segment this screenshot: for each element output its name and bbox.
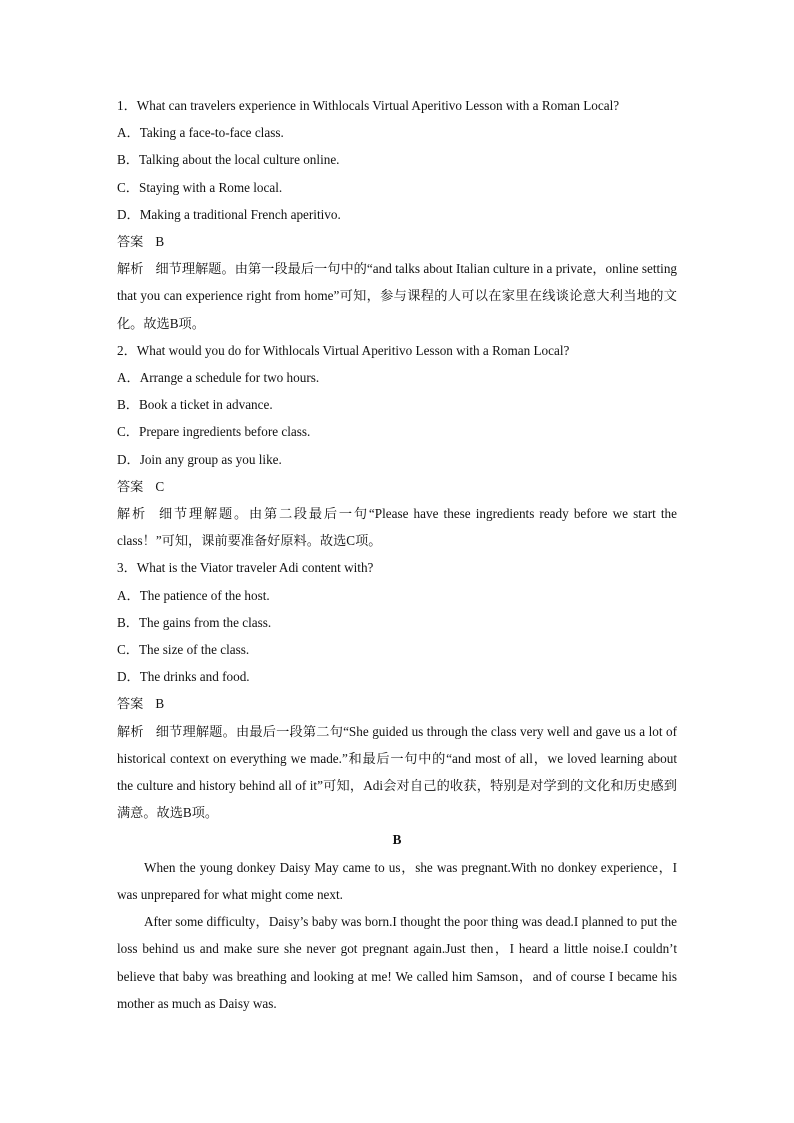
- analysis-line: [117, 500, 677, 554]
- analysis-label: 解析: [117, 506, 147, 522]
- passage-paragraph: After some difficulty，Daisy’s baby was born.I thought the poor thing was dead.I planned to put the loss behind us and make sure she never got pregnant again.Just then，I heard a little noise.I couldn’t believe that baby was breathing and looking at me! We called him Samson，and of course I became his mother as much as Daisy was.: [117, 914, 677, 1011]
- analysis-text: 细节理解题。由第一段最后一句中的“and talks about Italian culture in a private，online setting that you can experience right from home”可知，参与课程的人可以在家里在线谈论意大利当地的文化。故选B项。: [117, 261, 678, 331]
- document-content: [117, 92, 677, 1017]
- answer-value: B: [155, 696, 165, 712]
- analysis-text: 细节理解题。由第二段最后一句“Please have these ingredients ready before we start the class！”可知，课前要准备好原料。故选C项。: [117, 506, 678, 549]
- question-stem: 3．What is the Viator traveler Adi content with?: [117, 560, 374, 576]
- analysis-line: [117, 718, 677, 827]
- option: C．Staying with a Rome local.: [117, 179, 283, 195]
- question-stem: 2．What would you do for Withlocals Virtual Aperitivo Lesson with a Roman Local?: [117, 342, 570, 358]
- answer-line: [117, 690, 677, 717]
- option: A．The patience of the host.: [117, 587, 270, 603]
- analysis-line: [117, 255, 677, 337]
- option: B．Book a ticket in advance.: [117, 397, 273, 413]
- answer-value: C: [155, 478, 165, 494]
- answer-label: 答案: [117, 478, 144, 494]
- answer-line: [117, 473, 677, 500]
- section-title: B: [392, 832, 402, 848]
- option: A．Arrange a schedule for two hours.: [117, 370, 320, 386]
- option: D．Making a traditional French aperitivo.: [117, 206, 341, 222]
- answer-line: [117, 228, 677, 255]
- answer-value: B: [155, 234, 165, 250]
- answer-label: 答案: [117, 696, 144, 712]
- option: B．The gains from the class.: [117, 614, 272, 630]
- passage-paragraph: When the young donkey Daisy May came to us，she was pregnant.With no donkey experience，I was unprepared for what might come next.: [117, 859, 677, 902]
- analysis-label: 解析: [117, 723, 144, 739]
- option: A．Taking a face-to-face class.: [117, 125, 284, 141]
- option: D．Join any group as you like.: [117, 451, 282, 467]
- answer-label: 答案: [117, 234, 144, 250]
- option: D．The drinks and food.: [117, 669, 250, 685]
- question-stem: 1．What can travelers experience in Withlocals Virtual Aperitivo Lesson with a Roman Local?: [117, 98, 620, 113]
- option: B．Talking about the local culture online.: [117, 152, 340, 168]
- analysis-text: 细节理解题。由最后一段第二句“She guided us through the class very well and gave us a lot of historical context on everything we made.”和最后一句中的“and most of all，we loved learning about the culture and history behind all of it”可知，Adi会对自己的收获，特别是对学到的文化和历史感到满意。故选B项。: [117, 723, 677, 821]
- option: C．Prepare ingredients before class.: [117, 424, 311, 440]
- option: C．The size of the class.: [117, 642, 250, 658]
- analysis-label: 解析: [117, 261, 144, 277]
